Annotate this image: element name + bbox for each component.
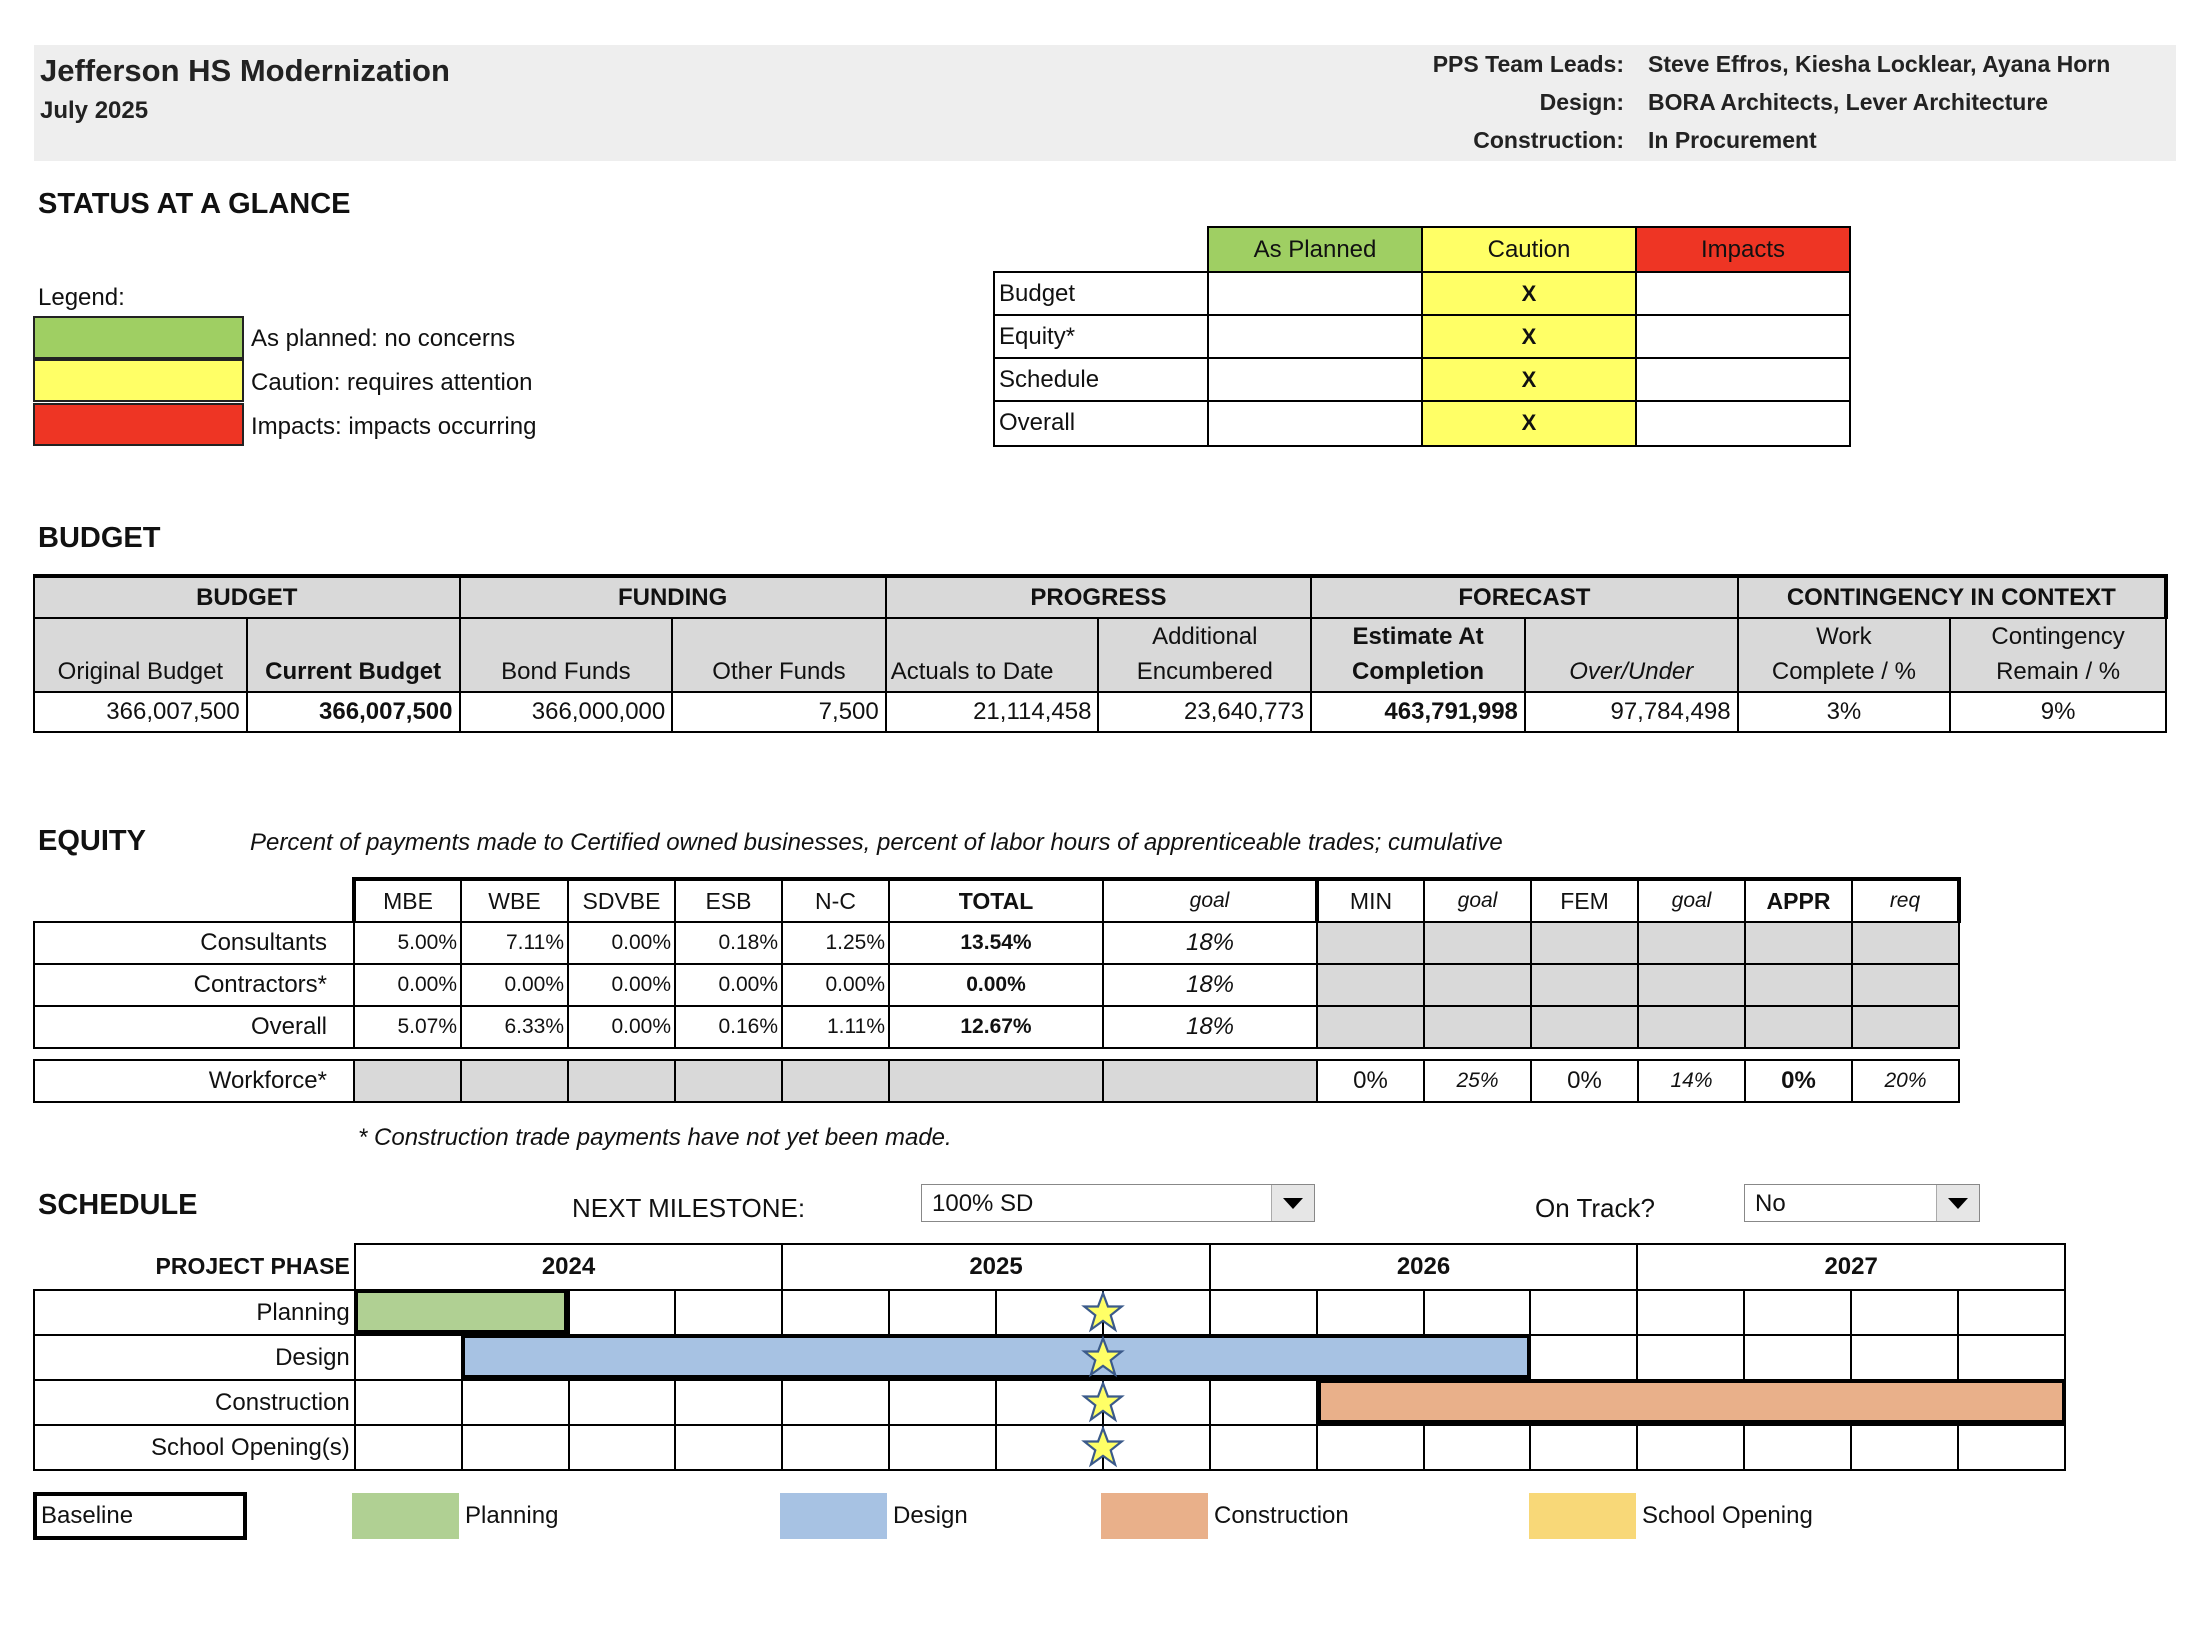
dropdown-button[interactable]: [1271, 1185, 1314, 1221]
goal-cell: 18%: [1103, 964, 1317, 1006]
status-row-overall: Overall: [993, 400, 1209, 447]
milestone-star-icon: [1081, 1380, 1125, 1424]
equity-blank-cell: [34, 879, 354, 922]
pct-cell: 0.00%: [568, 922, 675, 964]
gray-cell: [782, 1060, 889, 1102]
on-track-value: No: [1755, 1190, 1786, 1217]
team-leads-value: Steve Effros, Kiesha Locklear, Ayana Horn: [1648, 51, 2111, 77]
equity-footnote: * Construction trade payments have not yet been made.: [358, 1124, 952, 1151]
gray-cell: [1638, 922, 1745, 964]
year-2026: 2026: [1210, 1244, 1638, 1290]
equity-row-workforce: [34, 1060, 1959, 1102]
row-label: Workforce*: [34, 1060, 354, 1102]
gray-cell: [1103, 1060, 1317, 1102]
gray-cell: [675, 1060, 782, 1102]
schedule-section-title: SCHEDULE: [38, 1189, 198, 1221]
gray-cell: [1531, 922, 1638, 964]
hdr-req: req: [1852, 879, 1959, 922]
next-milestone-label: NEXT MILESTONE:: [572, 1193, 806, 1223]
val-eac: 463,791,998: [1311, 692, 1525, 732]
hdr-mbe: MBE: [354, 879, 461, 922]
equity-row-contractors: [34, 964, 1959, 1006]
group-budget: BUDGET: [34, 576, 460, 618]
hdr-total: TOTAL: [889, 879, 1103, 922]
gray-cell: [568, 1060, 675, 1102]
chevron-down-icon: [1937, 1185, 1979, 1221]
hdr-goal: goal: [1103, 879, 1317, 922]
gray-cell: [1638, 964, 1745, 1006]
year-2025: 2025: [782, 1244, 1210, 1290]
phase-label: Design: [34, 1335, 355, 1380]
gray-cell: [1424, 922, 1531, 964]
val-bond-funds: 366,000,000: [460, 692, 673, 732]
status-mark: X: [1421, 314, 1637, 359]
gray-cell: [1745, 1006, 1852, 1048]
on-track-label: On Track?: [1535, 1193, 1655, 1223]
hdr-min: MIN: [1317, 879, 1424, 922]
gray-cell: [354, 1060, 461, 1102]
hdr-nc: N-C: [782, 879, 889, 922]
pct-cell: 1.25%: [782, 922, 889, 964]
pct-cell: 0.00%: [782, 964, 889, 1006]
phase-label: School Opening(s): [34, 1425, 355, 1470]
team-leads-label: PPS Team Leads:: [1432, 51, 1624, 77]
col-current-budget: Current Budget: [247, 618, 460, 692]
milestone-star-icon: [1081, 1290, 1125, 1334]
val-over-under: 97,784,498: [1525, 692, 1738, 732]
pct-cell: 0.00%: [675, 964, 782, 1006]
pct-cell: 5.00%: [354, 922, 461, 964]
hdr-min-goal: goal: [1424, 879, 1531, 922]
budget-table: [33, 574, 2168, 733]
legend-text-caution: Caution: requires attention: [251, 369, 533, 396]
equity-row-consultants: [34, 922, 1959, 964]
legend-swatch-caution: [33, 359, 244, 402]
gray-cell: [1317, 922, 1424, 964]
status-row-budget: Budget: [993, 271, 1209, 316]
hdr-esb: ESB: [675, 879, 782, 922]
gray-cell: [1424, 1006, 1531, 1048]
workforce-fem-goal: 14%: [1638, 1060, 1745, 1102]
pct-cell: 0.00%: [461, 964, 568, 1006]
legend-swatch-planning: [352, 1493, 459, 1539]
gray-cell: [1638, 1006, 1745, 1048]
gray-cell: [1317, 964, 1424, 1006]
col-other-funds: Other Funds: [672, 618, 885, 692]
legend-text-as-planned: As planned: no concerns: [251, 325, 516, 352]
status-col-impacts: Impacts: [1635, 226, 1851, 273]
val-work-complete: 3%: [1738, 692, 1951, 732]
pct-cell: 0.00%: [568, 964, 675, 1006]
val-other-funds: 7,500: [672, 692, 885, 732]
next-milestone-select[interactable]: [921, 1184, 1315, 1222]
milestone-star-icon: [1081, 1425, 1125, 1469]
gray-cell: [1424, 964, 1531, 1006]
row-label: Consultants: [34, 922, 354, 964]
construction-value: In Procurement: [1648, 127, 1817, 153]
hdr-fem: FEM: [1531, 879, 1638, 922]
gray-cell: [1317, 1006, 1424, 1048]
row-label: Contractors*: [34, 964, 354, 1006]
budget-value-row: [34, 692, 2166, 732]
status-row-schedule: Schedule: [993, 357, 1209, 402]
gantt-bar-layer: [33, 1243, 2066, 1476]
status-cell: [1207, 357, 1423, 402]
hdr-sdvbe: SDVBE: [568, 879, 675, 922]
total-cell: 12.67%: [889, 1006, 1103, 1048]
gray-cell: [889, 1060, 1103, 1102]
gantt-bar-design: [461, 1334, 1531, 1379]
equity-row-overall: [34, 1006, 1959, 1048]
next-milestone-value: 100% SD: [932, 1190, 1034, 1217]
year-2024: 2024: [355, 1244, 783, 1290]
budget-column-row: [34, 618, 2166, 692]
col-over-under: Over/Under: [1525, 618, 1738, 692]
val-actuals: 21,114,458: [886, 692, 1099, 732]
pct-cell: 0.18%: [675, 922, 782, 964]
col-actuals: Actuals to Date: [886, 618, 1099, 692]
hdr-appr: APPR: [1745, 879, 1852, 922]
phase-label: Construction: [34, 1380, 355, 1425]
hdr-fem-goal: goal: [1638, 879, 1745, 922]
col-contingency-remain: Contingency Remain / %: [1950, 618, 2166, 692]
on-track-select[interactable]: [1744, 1184, 1980, 1222]
equity-table: [33, 877, 1961, 1103]
status-cell: [1635, 314, 1851, 359]
group-funding: FUNDING: [460, 576, 886, 618]
dropdown-button[interactable]: [1936, 1185, 1979, 1221]
workforce-min-goal: 25%: [1424, 1060, 1531, 1102]
col-eac: Estimate At Completion: [1311, 618, 1525, 692]
status-cell: [1635, 400, 1851, 447]
pct-cell: 5.07%: [354, 1006, 461, 1048]
status-cell: [1207, 400, 1423, 447]
status-mark: X: [1421, 400, 1637, 447]
status-mark: X: [1421, 271, 1637, 316]
phase-label: Planning: [34, 1290, 355, 1335]
row-label: Overall: [34, 1006, 354, 1048]
goal-cell: 18%: [1103, 1006, 1317, 1048]
status-mark: X: [1421, 357, 1637, 402]
val-original-budget: 366,007,500: [34, 692, 247, 732]
phase-header: PROJECT PHASE: [34, 1244, 355, 1290]
gantt-bar-planning: [354, 1289, 568, 1334]
val-contingency-remain: 9%: [1950, 692, 2166, 732]
pct-cell: 7.11%: [461, 922, 568, 964]
legend-label: Legend:: [38, 284, 125, 311]
status-cell: [1207, 314, 1423, 359]
col-original-budget: Original Budget: [34, 618, 247, 692]
gray-cell: [461, 1060, 568, 1102]
pct-cell: 0.16%: [675, 1006, 782, 1048]
legend-swatch-construction: [1101, 1493, 1208, 1539]
group-contingency: CONTINGENCY IN CONTEXT: [1738, 576, 2166, 618]
design-label: Design:: [1539, 89, 1624, 115]
equity-description: Percent of payments made to Certified owned businesses, percent of labor hours of apprenticeable trades; cumulative: [250, 829, 1503, 856]
legend-label-school-opening: School Opening: [1642, 1502, 1813, 1529]
col-bond-funds: Bond Funds: [460, 618, 673, 692]
group-forecast: FORECAST: [1311, 576, 1737, 618]
legend-swatch-as-planned: [33, 316, 244, 359]
total-cell: 13.54%: [889, 922, 1103, 964]
milestone-star-icon: [1081, 1335, 1125, 1379]
legend-baseline: Baseline: [33, 1492, 247, 1540]
gray-cell: [1745, 964, 1852, 1006]
status-row-equity: Equity*: [993, 314, 1209, 359]
workforce-min: 0%: [1317, 1060, 1424, 1102]
construction-label: Construction:: [1473, 127, 1624, 153]
equity-header-row: [34, 879, 1959, 922]
equity-spacer-row: [34, 1048, 1959, 1060]
report-month: July 2025: [40, 97, 149, 124]
legend-text-impacts: Impacts: impacts occurring: [251, 413, 537, 440]
col-encumbered: Additional Encumbered: [1098, 618, 1311, 692]
page-title: Jefferson HS Modernization: [40, 53, 450, 88]
val-current-budget: 366,007,500: [247, 692, 460, 732]
goal-cell: 18%: [1103, 922, 1317, 964]
legend-swatch-school-opening: [1529, 1493, 1636, 1539]
col-work-complete: Work Complete / %: [1738, 618, 1951, 692]
group-progress: PROGRESS: [886, 576, 1311, 618]
report-header: [34, 45, 2176, 161]
val-encumbered: 23,640,773: [1098, 692, 1311, 732]
status-cell: [1207, 271, 1423, 316]
total-cell: 0.00%: [889, 964, 1103, 1006]
chevron-down-icon: [1272, 1185, 1314, 1221]
pct-cell: 0.00%: [354, 964, 461, 1006]
pct-cell: 0.00%: [568, 1006, 675, 1048]
hdr-wbe: WBE: [461, 879, 568, 922]
gray-cell: [1852, 922, 1959, 964]
status-col-as-planned: As Planned: [1207, 226, 1423, 273]
equity-section-title: EQUITY: [38, 825, 146, 857]
gray-cell: [1745, 922, 1852, 964]
gantt-chart: [33, 1243, 2066, 1476]
design-value: BORA Architects, Lever Architecture: [1648, 89, 2049, 115]
gray-cell: [1852, 964, 1959, 1006]
status-cell: [1635, 357, 1851, 402]
workforce-fem: 0%: [1531, 1060, 1638, 1102]
spacer-cell: [34, 1048, 1959, 1060]
budget-section-title: BUDGET: [38, 522, 161, 554]
year-2027: 2027: [1637, 1244, 2065, 1290]
workforce-req: 20%: [1852, 1060, 1959, 1102]
budget-group-row: [34, 576, 2166, 618]
workforce-appr: 0%: [1745, 1060, 1852, 1102]
legend-label-construction: Construction: [1214, 1502, 1349, 1529]
gray-cell: [1531, 1006, 1638, 1048]
legend-label-design: Design: [893, 1502, 968, 1529]
status-cell: [1635, 271, 1851, 316]
status-section-title: STATUS AT A GLANCE: [38, 188, 351, 220]
legend-label-planning: Planning: [465, 1502, 559, 1529]
legend-swatch-impacts: [33, 403, 244, 446]
pct-cell: 6.33%: [461, 1006, 568, 1048]
gray-cell: [1852, 1006, 1959, 1048]
legend-swatch-design: [780, 1493, 887, 1539]
gantt-bar-construction: [1317, 1379, 2066, 1424]
gray-cell: [1531, 964, 1638, 1006]
status-col-caution: Caution: [1421, 226, 1637, 273]
pct-cell: 1.11%: [782, 1006, 889, 1048]
